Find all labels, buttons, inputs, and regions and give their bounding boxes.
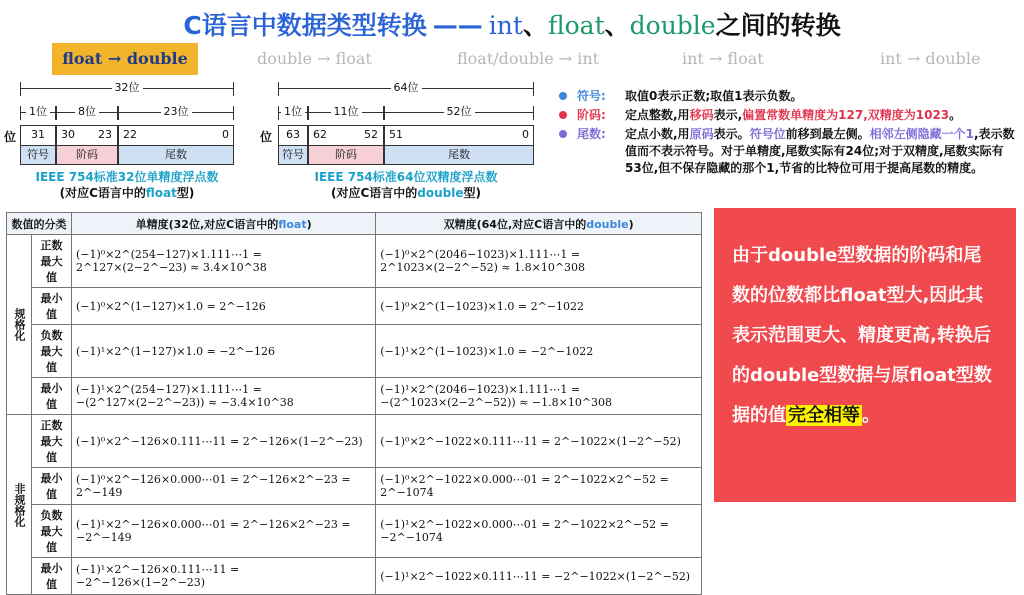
title-dash: —— bbox=[432, 11, 483, 40]
cell-single: (−1)¹×2^(1−127)×1.0 = −2^−126 bbox=[72, 325, 376, 378]
cell-double: (−1)¹×2^(2046−1023)×1.111⋯1 = −(2^1023×(2−2^−52)) ≈ −1.8×10^308 bbox=[376, 378, 702, 415]
title-sep2: 、 bbox=[604, 11, 630, 40]
double-pos-label: 位 bbox=[260, 130, 273, 144]
legend-sign bbox=[555, 88, 1015, 105]
table-row bbox=[7, 505, 702, 558]
conclusion-text: 由于double型数据的阶码和尾数的位数都比float型大,因此其表示范围更大、精度更高,转换后的double型数据与原float型数据的值 bbox=[732, 245, 992, 426]
sub-dneg-max: 负数 最大值 bbox=[32, 505, 72, 558]
sub-dpos-max: 正数 最大值 bbox=[32, 415, 72, 468]
double-b52: 52 bbox=[364, 128, 378, 141]
double-b63: 63 bbox=[278, 125, 308, 145]
sub-neg-max: 负数 最大值 bbox=[32, 325, 72, 378]
sub-pos-min: 最小值 bbox=[32, 288, 72, 325]
legend-sign-text: 取值0表示正数;取值1表示负数。 bbox=[625, 89, 803, 103]
table-row bbox=[7, 378, 702, 415]
tab-double-to-float[interactable]: double → float bbox=[257, 49, 372, 68]
exp-dot-icon bbox=[559, 111, 567, 119]
cat-normalized: 规格化 bbox=[7, 235, 32, 415]
tab-float-double-to-int[interactable]: float/double → int bbox=[457, 49, 600, 68]
single-total-span: 32位 bbox=[20, 82, 234, 96]
header-double: 双精度(64位,对应C语言中的double) bbox=[376, 213, 702, 235]
single-caption-2: (对应C语言中的float型) bbox=[59, 186, 195, 200]
double-sign-span: 1位 bbox=[278, 106, 308, 120]
man-dot-icon bbox=[559, 130, 567, 138]
double-caption-2: (对应C语言中的double型) bbox=[330, 186, 481, 200]
title-int: int bbox=[488, 11, 523, 40]
sub-pos-max: 正数 最大值 bbox=[32, 235, 72, 288]
legend-man-name: 尾数: bbox=[577, 127, 606, 141]
double-total-span: 64位 bbox=[278, 82, 534, 96]
cell-single: (−1)⁰×2^(254−127)×1.111⋯1 = 2^127×(2−2^−23) ≈ 3.4×10^38 bbox=[72, 235, 376, 288]
table-row bbox=[7, 235, 702, 288]
cell-double: (−1)⁰×2^−1022×0.000⋯01 = 2^−1022×2^−52 = 2^−1074 bbox=[376, 468, 702, 505]
sub-neg-min: 最小值 bbox=[32, 378, 72, 415]
cell-double: (−1)⁰×2^(1−1023)×1.0 = 2^−1022 bbox=[376, 288, 702, 325]
conclusion-box bbox=[714, 208, 1016, 502]
table-row bbox=[7, 415, 702, 468]
double-b62: 62 bbox=[308, 125, 384, 145]
cell-single: (−1)⁰×2^−126×0.000⋯01 = 2^−126×2^−23 = 2^−149 bbox=[72, 468, 376, 505]
legend-man: 尾数: 定点小数,用原码表示。符号位前移到最左侧。相邻左侧隐藏一个1,表示数值而不表示符号。对于单精度,尾数实际有24位;对于双精度,尾数实际有53位,但不保存隐藏的那个1,节省的比特位可用于提高尾数的精度。 bbox=[555, 126, 1015, 177]
table-row bbox=[7, 288, 702, 325]
title-c: C bbox=[183, 11, 202, 40]
single-pos-label: 位 bbox=[4, 130, 17, 144]
cell-single: (−1)¹×2^(254−127)×1.111⋯1 = −(2^127×(2−2^−23)) ≈ −3.4×10^38 bbox=[72, 378, 376, 415]
double-caption-1: IEEE 754标准64位双精度浮点数 bbox=[314, 170, 498, 184]
single-sign-span: 1位 bbox=[20, 106, 56, 120]
value-range-table bbox=[6, 212, 702, 595]
tab-int-to-double[interactable]: int → double bbox=[880, 49, 981, 68]
title-sep1: 、 bbox=[522, 11, 548, 40]
cell-single: (−1)⁰×2^(1−127)×1.0 = 2^−126 bbox=[72, 288, 376, 325]
single-b23: 23 bbox=[98, 128, 112, 141]
single-caption-1: IEEE 754标准32位单精度浮点数 bbox=[35, 170, 219, 184]
double-man-span: 52位 bbox=[384, 106, 534, 120]
conclusion-end: 。 bbox=[862, 405, 880, 426]
cell-double: (−1)¹×2^(1−1023)×1.0 = −2^−1022 bbox=[376, 325, 702, 378]
sub-dneg-min: 最小值 bbox=[32, 558, 72, 595]
sub-dpos-min: 最小值 bbox=[32, 468, 72, 505]
cat-denormalized: 非规格化 bbox=[7, 415, 32, 595]
table-row bbox=[7, 558, 702, 595]
sign-dot-icon bbox=[559, 92, 567, 100]
table-row bbox=[7, 325, 702, 378]
header-category: 数值的分类 bbox=[7, 213, 72, 235]
header-single: 单精度(32位,对应C语言中的float) bbox=[72, 213, 376, 235]
single-exp-span: 8位 bbox=[56, 106, 118, 120]
double-sign-cell: 符号 bbox=[278, 145, 308, 165]
title-double: double bbox=[629, 11, 716, 40]
title-zh: 语言中数据类型转换 bbox=[201, 11, 427, 40]
double-b0: 0 bbox=[522, 128, 529, 141]
tab-float-to-double[interactable]: float → double bbox=[52, 43, 198, 75]
single-b31: 31 bbox=[20, 125, 56, 145]
double-man-cell: 尾数 bbox=[384, 145, 534, 165]
title-rest: 之间的转换 bbox=[715, 11, 841, 40]
single-b22: 22 bbox=[118, 125, 234, 145]
legend-exp: 阶码: 定点整数,用移码表示,偏置常数单精度为127,双精度为1023。 bbox=[555, 107, 1015, 124]
table-row bbox=[7, 468, 702, 505]
cell-single: (−1)¹×2^−126×0.111⋯11 = −2^−126×(1−2^−23) bbox=[72, 558, 376, 595]
cell-single: (−1)¹×2^−126×0.000⋯01 = 2^−126×2^−23 = −2^−149 bbox=[72, 505, 376, 558]
legend-exp-name: 阶码: bbox=[577, 108, 606, 122]
cell-double: (−1)¹×2^−1022×0.000⋯01 = 2^−1022×2^−52 = −2^−1074 bbox=[376, 505, 702, 558]
cell-double: (−1)¹×2^−1022×0.111⋯11 = −2^−1022×(1−2^−52) bbox=[376, 558, 702, 595]
double-exp-span: 11位 bbox=[308, 106, 384, 120]
legend-sign-name: 符号: bbox=[577, 89, 606, 103]
single-exp-cell: 阶码 bbox=[56, 145, 118, 165]
page-title bbox=[0, 6, 1024, 42]
single-man-span: 23位 bbox=[118, 106, 234, 120]
single-sign-cell: 符号 bbox=[20, 145, 56, 165]
tab-int-to-float[interactable]: int → float bbox=[682, 49, 764, 68]
cell-double: (−1)⁰×2^(2046−1023)×1.111⋯1 = 2^1023×(2−2^−52) ≈ 1.8×10^308 bbox=[376, 235, 702, 288]
title-float: float bbox=[547, 11, 605, 40]
single-b30: 30 bbox=[56, 125, 118, 145]
double-exp-cell: 阶码 bbox=[308, 145, 384, 165]
conversion-tabs bbox=[52, 43, 1002, 75]
field-legend bbox=[555, 88, 1015, 179]
double-b51: 51 bbox=[384, 125, 534, 145]
cell-single: (−1)⁰×2^−126×0.111⋯11 = 2^−126×(1−2^−23) bbox=[72, 415, 376, 468]
single-man-cell: 尾数 bbox=[118, 145, 234, 165]
conclusion-highlight: 完全相等 bbox=[788, 405, 860, 426]
cell-double: (−1)⁰×2^−1022×0.111⋯11 = 2^−1022×(1−2^−52) bbox=[376, 415, 702, 468]
single-b0: 0 bbox=[222, 128, 229, 141]
